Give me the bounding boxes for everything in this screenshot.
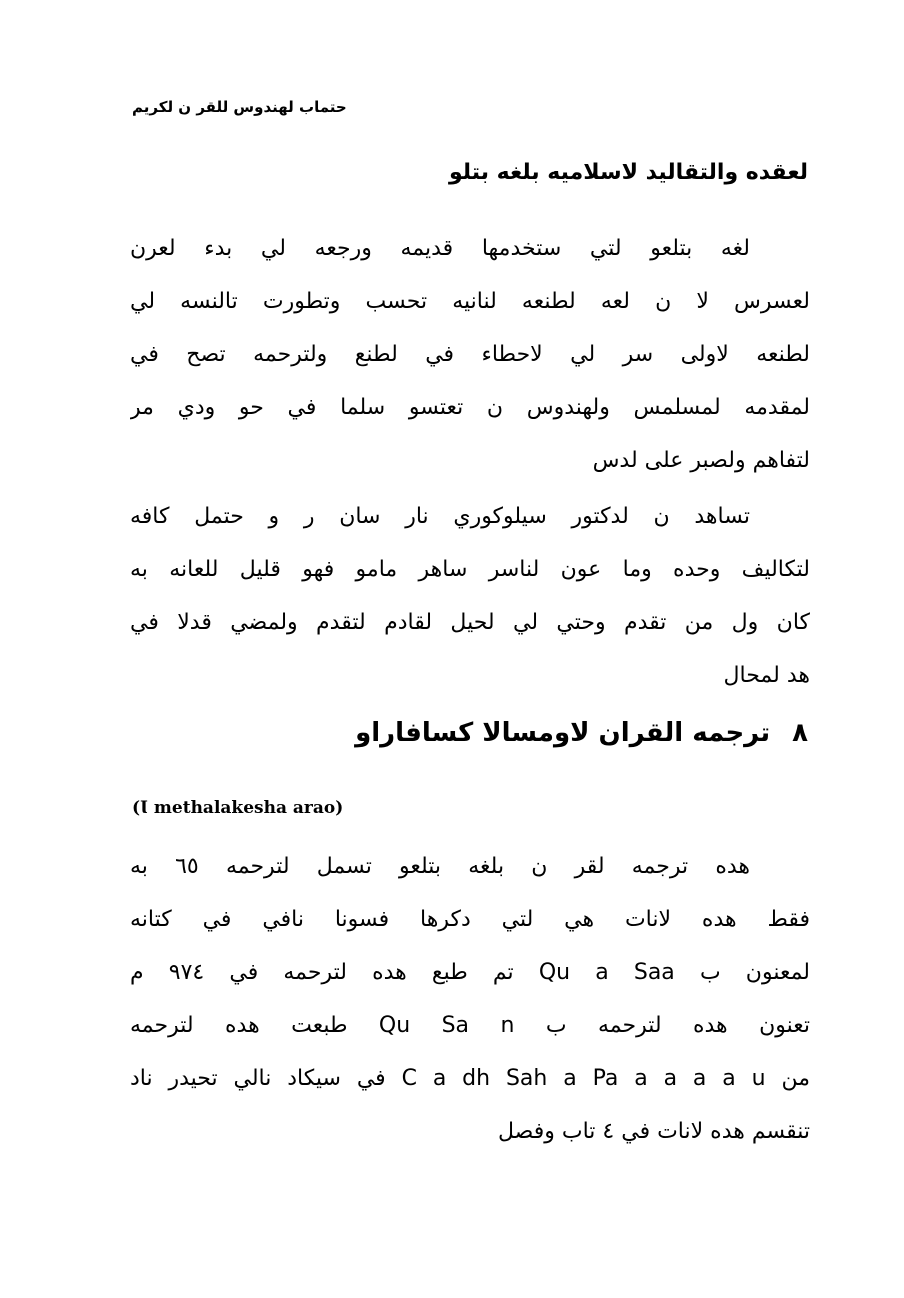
paragraph-line: تنقسم هده لانات في ٤ تاب وفصل [498, 1119, 810, 1144]
paragraph-line: تعنون هده لترحمه ب Qu Sa n طبعت هده لترحمه [130, 1013, 810, 1038]
paragraph-line: لمعنون ب Qu a Saa تم طبع هده لترحمه في ٩٧٤ م [130, 960, 810, 985]
paragraph-line: لطنعه لاولى سر لي لاحطاء في لطنع ولترحمه تصح في [130, 342, 810, 367]
paragraph-line: فقط هده لانات هي لتي دكرها فسونا نافي في كتانه [130, 907, 810, 932]
section-heading [355, 718, 808, 748]
subsection-heading: لعقده والتقاليد لاسلاميه بلغه بتلو [448, 160, 808, 185]
paragraph-3 [130, 840, 810, 1158]
paragraph-line: لتكاليف وحده وما عون لناسر ساهر مامو فهو قليل للعانه به [130, 557, 810, 582]
paragraph-line: هده ترجمه لقر ن بلغه بتلعو تسمل لترحمه ٦٥ به [130, 854, 750, 879]
section-title: ترجمه القران لاومسالا كسافاراو [355, 718, 771, 748]
paragraph-line: لمقدمه لمسلمس ولهندوس ن تعتسو سلما في حو ودي مر [130, 395, 810, 420]
paragraph-line: لغه بتلعو لتي ستخدمها قديمه ورجعه لي بدء لعرن [130, 236, 750, 261]
paragraph-line: هد لمحال [723, 663, 810, 688]
paragraph-line: تساهد ن لدكتور سيلوكوري نار سان ر و حتمل كافه [130, 504, 750, 529]
paragraph-line: من C a dh Sah a Pa a a a a u في سيكاد نالي تحيدر ناد [130, 1066, 810, 1091]
paragraph-1 [130, 222, 810, 487]
paragraph-line: كان ول من تقدم وحتي لي لحيل لقادم لتقدم ولمضي قدلا في [130, 610, 810, 635]
paragraph-2 [130, 490, 810, 702]
section-number: ٨ [792, 718, 808, 748]
paragraph-line: لعسرس لا ن لعه لطنعه لنانيه تحسب وتطورت تالنسه لي [130, 289, 810, 314]
latin-subtitle: (Ɩ methalakesha arao) [132, 798, 344, 818]
paragraph-line: لتفاهم ولصبر على لدس [592, 448, 810, 473]
running-header: حتماب لهندوس للقر ن لكريم [132, 98, 347, 116]
